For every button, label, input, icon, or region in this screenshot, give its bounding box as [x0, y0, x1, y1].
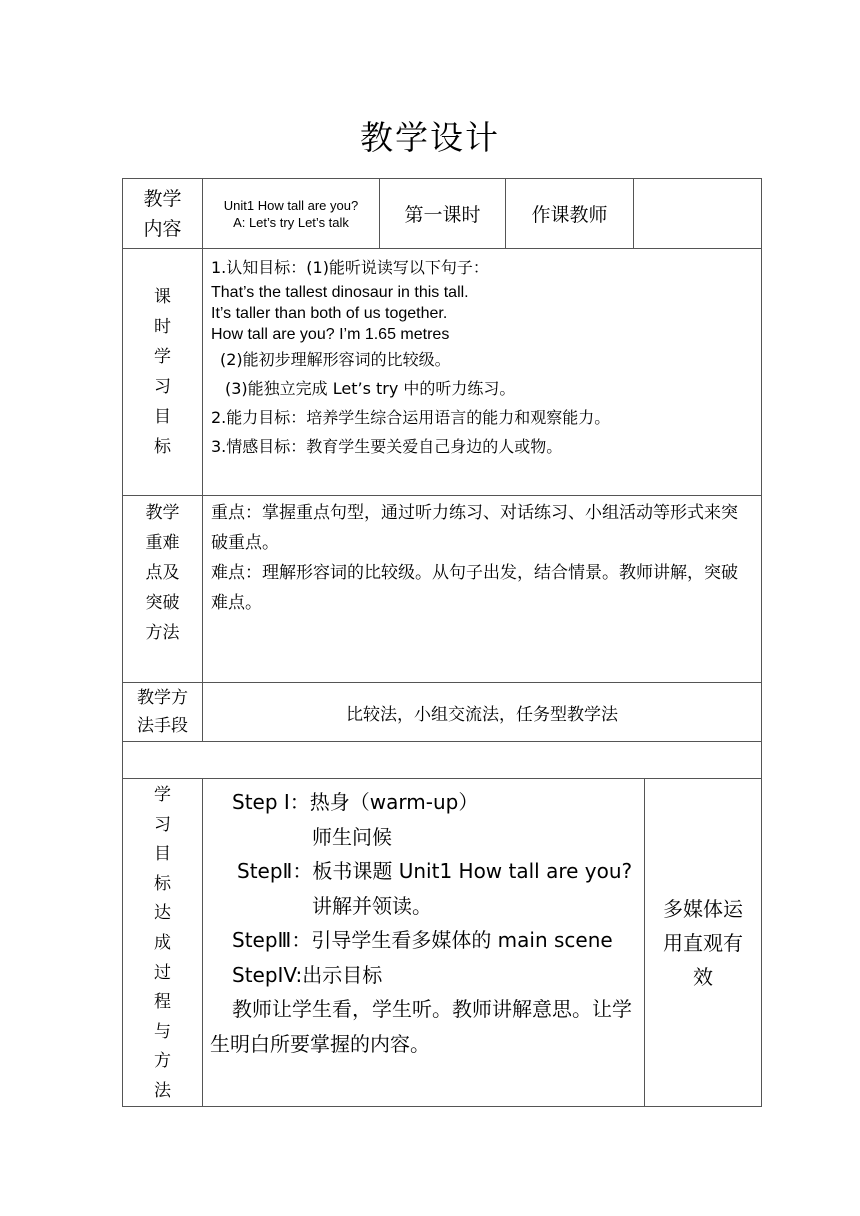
label-char: 过 — [154, 962, 171, 983]
lesson-plan-table — [122, 178, 762, 1107]
target-sentence-1: That’s the tallest dinosaur in this tall. — [211, 284, 469, 301]
ability-goal: 2.能力目标：培养学生综合运用语言的能力和观察能力。 — [211, 408, 611, 427]
label-char: 重难 — [145, 533, 180, 553]
lesson-number: 第一课时 — [404, 204, 481, 226]
label-char: 点及 — [145, 563, 180, 583]
methods-value: 比较法，小组交流法，任务型教学法 — [346, 704, 618, 725]
process-note: 多媒体运用直观有效 — [663, 896, 743, 989]
content-label-cell — [123, 179, 203, 249]
key-points-label — [123, 496, 203, 683]
objectives-label — [123, 249, 203, 496]
label-char: 法 — [154, 1080, 171, 1101]
objectives-content — [203, 249, 762, 496]
methods-label-line: 法手段 — [137, 716, 188, 736]
label-char: 目 — [154, 844, 171, 865]
label-char: 学 — [154, 785, 171, 805]
unit-cell — [203, 179, 380, 249]
process-content — [203, 779, 645, 1107]
step-2-detail: 讲解并领读。 — [312, 893, 432, 918]
page-title: 教学设计 — [360, 118, 500, 157]
empty-cell — [123, 742, 762, 779]
methods-row — [123, 683, 762, 742]
methods-label-line: 教学方 — [137, 688, 188, 708]
cognitive-subgoal-2: (2)能初步理解形容词的比较级。 — [220, 350, 451, 369]
step-1: Step Ⅰ：热身（warm-up） — [232, 790, 479, 814]
teacher-value-cell — [634, 179, 762, 249]
teaching-focus: 重点：掌握重点句型，通过听力练习、对话练习、小组活动等形式来突破重点。 — [211, 503, 738, 553]
step-1-detail: 师生问候 — [312, 824, 392, 849]
process-row — [123, 779, 762, 1107]
step-2: StepⅡ：板书课题 Unit1 How tall are you? — [237, 859, 633, 883]
label-char: 标 — [154, 437, 171, 457]
lesson-cell — [380, 179, 506, 249]
content-label: 教学内容 — [143, 187, 182, 240]
label-char: 达 — [154, 903, 171, 924]
emotion-goal: 3.情感目标：教育学生要关爱自己身边的人或物。 — [211, 437, 563, 456]
label-char: 课 — [154, 287, 171, 307]
label-char: 教学 — [145, 503, 180, 523]
label-char: 方法 — [145, 623, 180, 643]
target-sentence-2: It’s taller than both of us together. — [211, 305, 448, 322]
step-4: StepIV:出示目标 — [232, 962, 383, 987]
objectives-row — [123, 249, 762, 496]
label-char: 程 — [154, 992, 171, 1013]
process-note-cell — [645, 779, 762, 1107]
header-row — [123, 179, 762, 249]
key-points-row — [123, 496, 762, 683]
label-char: 标 — [154, 873, 171, 894]
spacer-row — [123, 742, 762, 779]
teaching-difficulty: 难点：理解形容词的比较级。从句子出发，结合情景。教师讲解，突破难点。 — [211, 563, 738, 613]
label-char: 成 — [154, 932, 171, 953]
label-char: 目 — [154, 407, 171, 427]
unit-section: A: Let’s try Let’s talk — [233, 214, 349, 230]
cognitive-subgoal-3: (3)能独立完成 Let’s try 中的听力练习。 — [225, 379, 516, 398]
methods-label — [123, 683, 203, 742]
step-3: StepⅢ：引导学生看多媒体的 main scene — [232, 928, 613, 952]
label-char: 方 — [154, 1051, 171, 1072]
cognitive-goal: 1.认知目标：(1)能听说读写以下句子： — [211, 258, 489, 277]
label-char: 习 — [154, 814, 171, 835]
methods-value-cell — [203, 683, 762, 742]
teacher-label: 作课教师 — [531, 204, 608, 226]
target-sentence-3: How tall are you? I’m 1.65 metres — [211, 326, 450, 343]
step-4-detail: 教师让学生看，学生听。教师讲解意思。让学生明白所要掌握的内容。 — [210, 997, 632, 1056]
label-char: 时 — [154, 317, 171, 337]
key-points-content — [203, 496, 762, 683]
teacher-label-cell — [506, 179, 634, 249]
process-label — [123, 779, 203, 1107]
label-char: 突破 — [145, 593, 180, 613]
label-char: 学 — [154, 347, 171, 367]
unit-title: Unit1 How tall are you? — [223, 197, 359, 213]
label-char: 习 — [154, 377, 171, 397]
label-char: 与 — [154, 1021, 171, 1042]
